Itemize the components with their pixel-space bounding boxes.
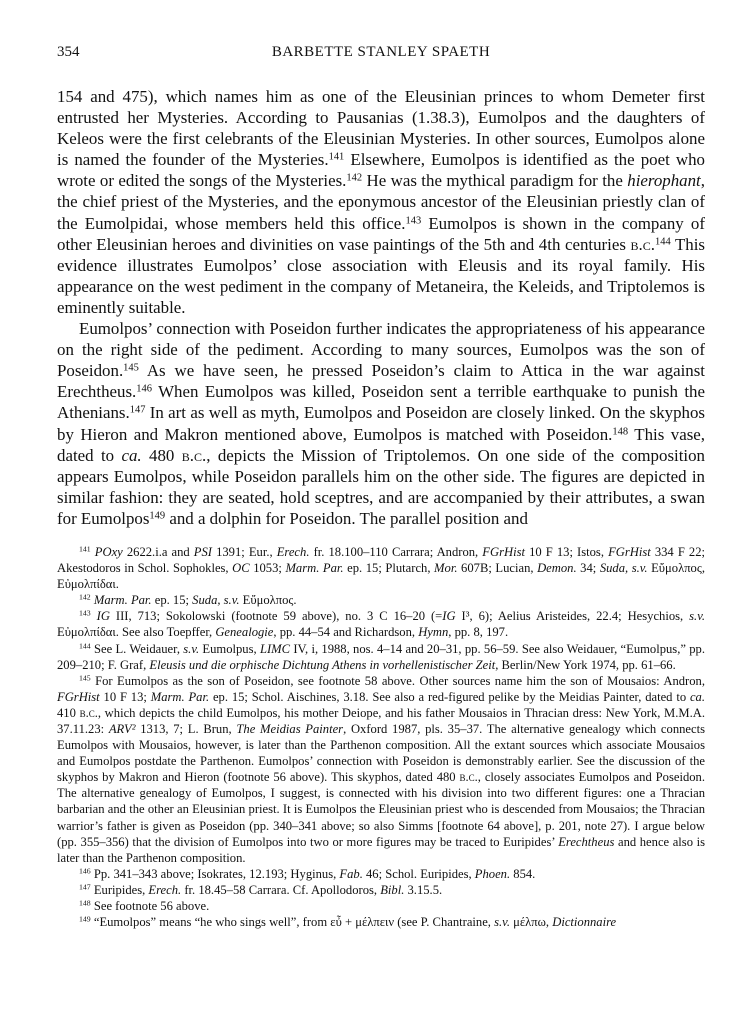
text-run: , the chief priest of the Mysteries, and the eponymous ancestor of the Eleusinian priestly clan of the Eumolpidai, whose members held this office. [57, 171, 705, 233]
text-run: and hence also is later than the Parthenon composition. [57, 834, 705, 865]
text-run: Genealogie [215, 625, 274, 640]
text-run: 46; Schol. Euripides, [362, 866, 475, 881]
text-run: 1391; Eur., [211, 544, 277, 559]
text-run: 854. [510, 866, 536, 881]
text-run: Erech. [148, 882, 182, 897]
text-run: FGrHist [482, 544, 525, 559]
text-run: b.c. [79, 705, 98, 720]
main-text [57, 86, 705, 529]
text-run: hierophant [627, 171, 701, 191]
text-run: b.c. [459, 770, 478, 785]
text-run: ca. [121, 445, 142, 465]
paragraph [57, 318, 705, 529]
text-run: Phoen. [474, 866, 511, 881]
text-run: Dictionnaire [552, 915, 617, 930]
text-run: Demon. [537, 561, 577, 576]
text-run: IG [96, 609, 110, 624]
text-run: , which depicts the child Eumolpos, his mother Deiope, and his father Mousaios in Thracian dress: New York, M.M.A. 37.11.23: [57, 705, 705, 736]
text-run: The Meidias Painter [236, 722, 344, 736]
note-ref: 143 [405, 214, 422, 226]
text-run: Εὔμολπος. [239, 593, 297, 608]
text-run: ep. 15; Schol. Aischines, 3.18. See also a red-figured pelike by the Meidias Painter, dated to [209, 689, 690, 704]
text-run: Bibl. [380, 882, 405, 897]
text-run: Marm. Par. [93, 593, 152, 608]
footnote-144 [57, 641, 705, 673]
text-run: Hymn [418, 625, 449, 640]
text-run: 34; [576, 561, 600, 576]
text-run: Marm. Par. [150, 689, 210, 704]
text-run: Erechtheus [558, 834, 615, 849]
paragraph [57, 86, 705, 318]
note-ref: 147 [79, 882, 91, 892]
text-run: , pp. 8, 197. [448, 625, 509, 640]
footnotes [57, 544, 705, 930]
text-run: Mor. [434, 561, 458, 576]
text-run: , depicts the Mission of Triptolemos. On one side of the composition appears Eumolpos, while Poseidon parallels him on the other side. The figures are depicted in similar fashion: they are seated, hold sceptres, and are accompanied by their attributes, a swan for Eumolpos [57, 445, 705, 528]
text-run: μέλπω, [509, 915, 553, 930]
text-run: Fab. [339, 866, 363, 881]
text-run: Eumolpus, [199, 641, 260, 656]
text-run: Euripides, [90, 882, 149, 897]
text-run: , pp. 44–54 and Richardson, [273, 625, 419, 640]
text-run: Elsewhere, Eumolpos is identified as the poet who wrote or edited the songs of the Mysteries. [57, 150, 705, 191]
text-run: 1053; [249, 561, 286, 576]
text-run: IV, i, 1988, nos. 4–14 and 20–31, pp. 56–59. See also Weidauer, “Eumolpus,” pp. 209–210; F. Graf, [57, 641, 705, 672]
footnote-141 [57, 544, 705, 592]
note-ref: 145 [79, 673, 91, 683]
document-page [57, 44, 705, 930]
text-run: IG [442, 609, 456, 624]
text-run: Eleusis und die orphische Dichtung Athens in vorhellenistischer Zeit [149, 657, 496, 672]
note-ref: 148 [612, 425, 629, 437]
text-run: Marm. Par. [285, 561, 344, 576]
running-head: BARBETTE STANLEY SPAETH [271, 44, 491, 60]
text-run: b.c. [181, 445, 207, 465]
text-run: 3.15.5. [404, 882, 443, 897]
text-run: I³, 6); Aelius Aristeides, 22.4; Hesychios, [455, 609, 690, 624]
text-run: As we have seen, he pressed Poseidon’s claim to Attica in the war against Erechtheus. [57, 361, 705, 402]
text-run: ARV² [108, 722, 136, 736]
note-ref: 144 [79, 641, 91, 651]
text-run: When Eumolpos was killed, Poseidon sent a terrible earthquake to punish the Athenians. [57, 382, 705, 423]
footnote-143 [57, 608, 705, 640]
text-run: , Oxford 1987, pls. 35–37. The alternative genealogy which connects Eumolpos with Mousaios, however, is later than the Parthenon composition. All the extant sources which associate Mousaios and Eumolpos postdate the Parthenon. Eumolpos’ connection with Poseidon is demonstrably earlier. See the discussion of the skyphos by Makron and Hieron (footnote 56 above). This skyphos, dated 480 [57, 722, 705, 785]
note-ref: 146 [136, 383, 152, 395]
text-run: Pp. 341–343 above; Isokrates, 12.193; Hyginus, [90, 866, 340, 881]
text-run: Erech. [276, 544, 310, 559]
text-run: POxy [94, 544, 123, 559]
footnote-146 [57, 866, 705, 882]
text-run: See L. Weidauer, [90, 641, 184, 656]
text-run: 10 F 13; [99, 689, 151, 704]
text-run: 2622.i.a and [122, 544, 194, 559]
text-run: PSI [193, 544, 212, 559]
note-ref: 144 [654, 235, 671, 247]
footnote-142 [57, 592, 705, 608]
note-ref: 141 [328, 151, 345, 163]
text-run: 1313, 7; L. Brun, [135, 722, 237, 736]
text-run: This vase, dated to [57, 424, 706, 465]
text-run: FGrHist [57, 689, 100, 704]
text-run: “Eumolpos” means “he who sings well”, from εὖ + μέλπειν (see P. Chantraine, [90, 915, 495, 930]
text-run: Εὔμολπος, Εὐμολπίδαι. [57, 561, 705, 592]
note-ref: 149 [149, 510, 166, 522]
note-ref: 142 [346, 172, 363, 184]
note-ref: 143 [79, 609, 91, 619]
note-ref: 146 [79, 866, 91, 876]
page-header [57, 44, 705, 66]
text-run: ca. [689, 689, 705, 704]
text-run: 607B; Lucian, [457, 561, 538, 576]
text-run: and a dolphin for Poseidon. The parallel position and [165, 508, 528, 528]
note-ref: 148 [79, 898, 91, 908]
text-run: Εὐμολπίδαι. See also Toepffer, [57, 625, 216, 640]
text-run: 10 F 13; Istos, [524, 544, 609, 559]
text-run: FGrHist [608, 544, 651, 559]
text-run: LIMC [259, 641, 291, 656]
text-run: Suda, s.v. [599, 561, 648, 576]
text-run: , Berlin/New York 1974, pp. 61–66. [495, 657, 676, 672]
text-run: In art as well as myth, Eumolpos and Poseidon are closely linked. On the skyphos by Hieron and Makron mentioned above, Eumolpos is matched with Poseidon. [57, 403, 705, 444]
text-run: , closely associates Eumolpos and Poseidon. The alternative genealogy of Eumolpos, I suggest, is connected with his division into two different figures: one a Thracian barbarian and the other an Eleusinian priest. It is Eumolpos the Eleusinian priest who is descended from Mousaios; the Thracian warrior’s father is given as Poseidon (pp. 340–341 above; so also Simms [footnote 64 above], p. 201, note 27). I argue below (pp. 355–356) that the division of Eumolpos into two or more figures may be traced to Euripides’ [57, 770, 705, 849]
footnote-149 [57, 914, 705, 930]
page-number: 354 [57, 44, 80, 60]
text-run: 334 F 22; Akestodoros in Schol. Sophokles, [57, 544, 705, 576]
text-run: s.v. [689, 609, 705, 624]
text-run: s.v. [494, 915, 510, 930]
note-ref: 147 [129, 404, 146, 416]
text-run: s.v. [183, 641, 200, 656]
footnote-148 [57, 898, 705, 914]
footnote-145 [57, 673, 705, 866]
text-run: 480 [141, 445, 182, 465]
text-run: This evidence illustrates Eumolpos’ close association with Eleusis and its royal family. His appearance on the west pediment in the company of Metaneira, the Keleids, and Triptolemos is eminently suitable. [57, 234, 705, 317]
text-run: 410 [57, 705, 80, 720]
text-run: fr. 18.45–58 Carrara. Cf. Apollodoros, [181, 882, 381, 897]
note-ref: 141 [79, 544, 91, 554]
text-run: See footnote 56 above. [90, 899, 210, 914]
text-run: b.c. [630, 234, 655, 254]
text-run: OC [232, 561, 250, 576]
footnote-147 [57, 882, 705, 898]
text-run: fr. 18.100–110 Carrara; Andron, [309, 544, 483, 559]
text-run: He was the mythical paradigm for the [362, 171, 628, 191]
text-run: 154 and 475), which names him as one of the Eleusinian princes to whom Demeter first entrusted her Mysteries. According to Pausanias (1.38.3), Eumolpos and the daughters of Keleos were the first celebrants of the Eleusinian Mysteries. In other sources, Eumolpos alone is named the founder of the Mysteries. [57, 87, 705, 170]
note-ref: 142 [79, 592, 91, 602]
text-run: Eumolpos is shown in the company of other Eleusinian heroes and divinities on vase paintings of the 5th and 4th centuries [57, 213, 705, 254]
text-run: Suda, s.v. [192, 593, 240, 608]
text-run: ep. 15; [151, 593, 193, 608]
text-run: III, 713; Sokolowski (footnote 59 above), no. 3 C 16–20 (= [109, 609, 443, 624]
text-run: For Eumolpos as the son of Poseidon, see footnote 58 above. Other sources name him the son of Mousaios: Andron, [90, 673, 705, 688]
note-ref: 145 [123, 362, 139, 374]
note-ref: 149 [79, 914, 91, 924]
text-run: ep. 15; Plutarch, [343, 561, 435, 576]
text-run: Eumolpos’ connection with Poseidon further indicates the appropriateness of his appearance on the right side of the pediment. According to many sources, Eumolpos was the son of Poseidon. [57, 319, 705, 381]
